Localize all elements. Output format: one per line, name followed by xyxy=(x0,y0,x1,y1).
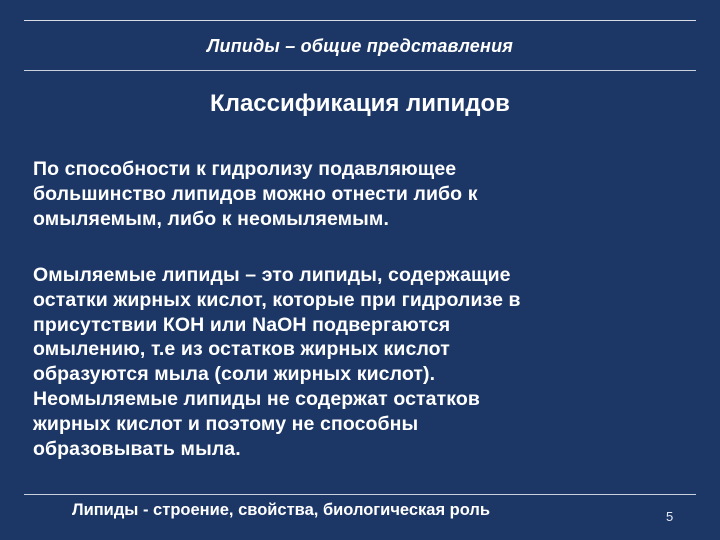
paragraph-line: По способности к гидролизу подавляющее xyxy=(33,158,457,180)
page-number: 5 xyxy=(666,509,674,524)
paragraph-line: омыляемым, либо к неомыляемым. xyxy=(33,207,389,230)
slide-title: Классификация липидов xyxy=(210,90,510,117)
paragraph-line: остатки жирных кислот, которые при гидролизе в xyxy=(33,288,521,311)
paragraph-line: жирных кислот и поэтому не способны xyxy=(33,412,419,435)
paragraph-line: образуются мыла (соли жирных кислот). xyxy=(33,363,436,386)
header-title: Липиды – общие представления xyxy=(206,36,514,56)
paragraph-line: Омыляемые липиды – это липиды, содержащие xyxy=(33,264,511,286)
header-bottom-divider xyxy=(24,70,696,71)
paragraph-line: Неомыляемые липиды не содержат остатков xyxy=(33,387,480,410)
paragraph-line: омылению, т.е из остатков жирных кислот xyxy=(33,338,450,361)
paragraph-saponifiable xyxy=(33,263,703,461)
footer-text: Липиды - строение, свойства, биологическая роль xyxy=(72,501,491,519)
header-top-divider xyxy=(24,20,696,21)
paragraph-line: образовывать мыла. xyxy=(33,437,241,460)
paragraph-hydrolysis xyxy=(33,157,703,231)
paragraph-line: присутствии КОН или NaOH подвергаются xyxy=(33,313,451,336)
paragraph-line: большинство липидов можно отнести либо к xyxy=(33,182,478,205)
footer-divider xyxy=(24,494,696,495)
